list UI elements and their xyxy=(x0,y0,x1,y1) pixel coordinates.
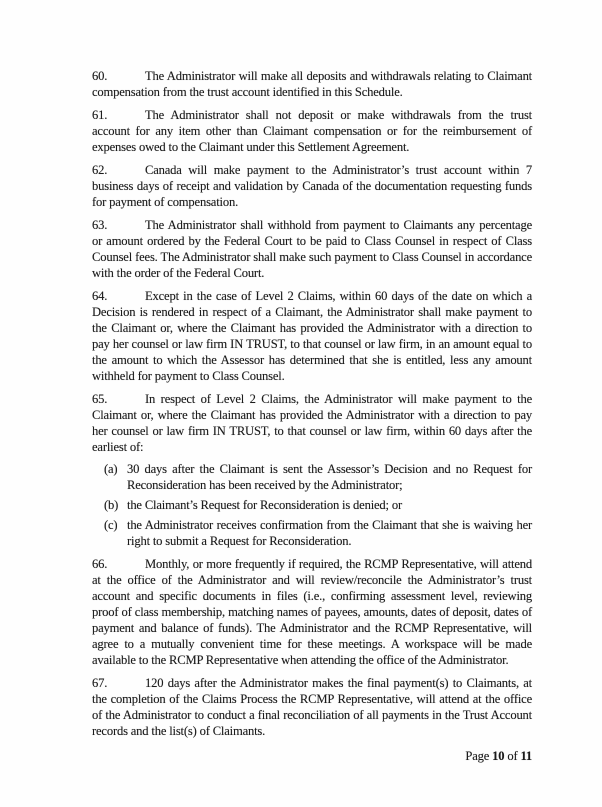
clause-text: 30 days after the Claimant is sent the Assessor’s Decision and no Request for Reconsideration has been received by the Administrator; xyxy=(127,462,532,492)
clause-marker: (a) xyxy=(104,462,118,476)
paragraph-number: 60. xyxy=(92,69,108,83)
paragraph-66 xyxy=(92,556,532,668)
paragraph-62 xyxy=(92,162,532,210)
paragraph-text: Except in the case of Level 2 Claims, within 60 days of the date on which a Decision is rendered in respect of a Claimant, the Administrator shall make payment to the Claimant or, where the Claimant has provided the Administrator with a direction to pay her counsel or law firm IN TRUST, to that counsel or law firm, in an amount equal to the amount to which the Assessor has determined that she is entitled, less any amount withheld for payment to Class Counsel. xyxy=(92,289,532,383)
paragraph-64 xyxy=(92,288,532,384)
paragraph-number: 66. xyxy=(92,557,108,571)
clause-c xyxy=(104,517,532,549)
paragraph-number: 62. xyxy=(92,163,108,177)
paragraph-number: 64. xyxy=(92,289,108,303)
clause-text: the Administrator receives confirmation from the Claimant that she is waiving her right to submit a Request for Reconsideration. xyxy=(127,518,532,548)
paragraph-text: Monthly, or more frequently if required, the RCMP Representative, will attend at the office of the Administrator and will review/reconcile the Administrator’s trust account and specific documents in files (i.e., confirming assessment level, reviewing proof of class membership, matching names of payees, amounts, dates of deposit, dates of payment and balance of funds). The Administrator and the RCMP Representative, will agree to a mutually convenient time for these meetings. A workspace will be made available to the RCMP Representative when attending the office of the Administrator. xyxy=(92,557,532,667)
paragraph-text: In respect of Level 2 Claims, the Administrator will make payment to the Claimant or, where the Claimant has provided the Administrator with a direction to pay her counsel or law firm IN TRUST, to that counsel or law firm, within 60 days after the earliest of: xyxy=(92,392,532,454)
page-footer xyxy=(92,748,532,764)
paragraph-number: 67. xyxy=(92,676,108,690)
clause-a xyxy=(104,461,532,493)
paragraph-text: The Administrator shall withhold from payment to Claimants any percentage or amount ordered by the Federal Court to be paid to Class Counsel in respect of Class Counsel fees. The Administrator shall make such payment to Class Counsel in accordance with the order of the Federal Court. xyxy=(92,218,532,280)
paragraph-number: 65. xyxy=(92,392,108,406)
page-footer-of: of xyxy=(507,749,518,763)
paragraph-text: 120 days after the Administrator makes the final payment(s) to Claimants, at the completion of the Claims Process the RCMP Representative, will attend at the office of the Administrator to conduct a final reconciliation of all payments in the Trust Account records and the list(s) of Claimants. xyxy=(92,676,532,738)
paragraph-67 xyxy=(92,675,532,739)
paragraph-65 xyxy=(92,391,532,455)
page-total: 11 xyxy=(520,749,532,763)
paragraph-text: The Administrator shall not deposit or make withdrawals from the trust account for any item other than Claimant compensation or for the reimbursement of expenses owed to the Claimant under this Settlement Agreement. xyxy=(92,108,532,154)
clause-marker: (b) xyxy=(104,498,119,512)
paragraph-61 xyxy=(92,107,532,155)
page-number: 10 xyxy=(492,749,505,763)
clause-text: the Claimant’s Request for Reconsideration is denied; or xyxy=(127,498,402,512)
page-footer-label: Page xyxy=(465,749,490,763)
clause-b xyxy=(104,497,532,513)
clause-list xyxy=(104,461,532,549)
paragraph-60 xyxy=(92,68,532,100)
paragraph-text: The Administrator will make all deposits and withdrawals relating to Claimant compensation from the trust account identified in this Schedule. xyxy=(92,69,532,99)
paragraph-number: 61. xyxy=(92,108,108,122)
clause-marker: (c) xyxy=(104,518,118,532)
paragraph-text: Canada will make payment to the Administrator’s trust account within 7 business days of receipt and validation by Canada of the documentation requesting funds for payment of compensation. xyxy=(92,163,532,209)
paragraph-63 xyxy=(92,217,532,281)
paragraph-number: 63. xyxy=(92,218,108,232)
document-body xyxy=(92,68,532,764)
